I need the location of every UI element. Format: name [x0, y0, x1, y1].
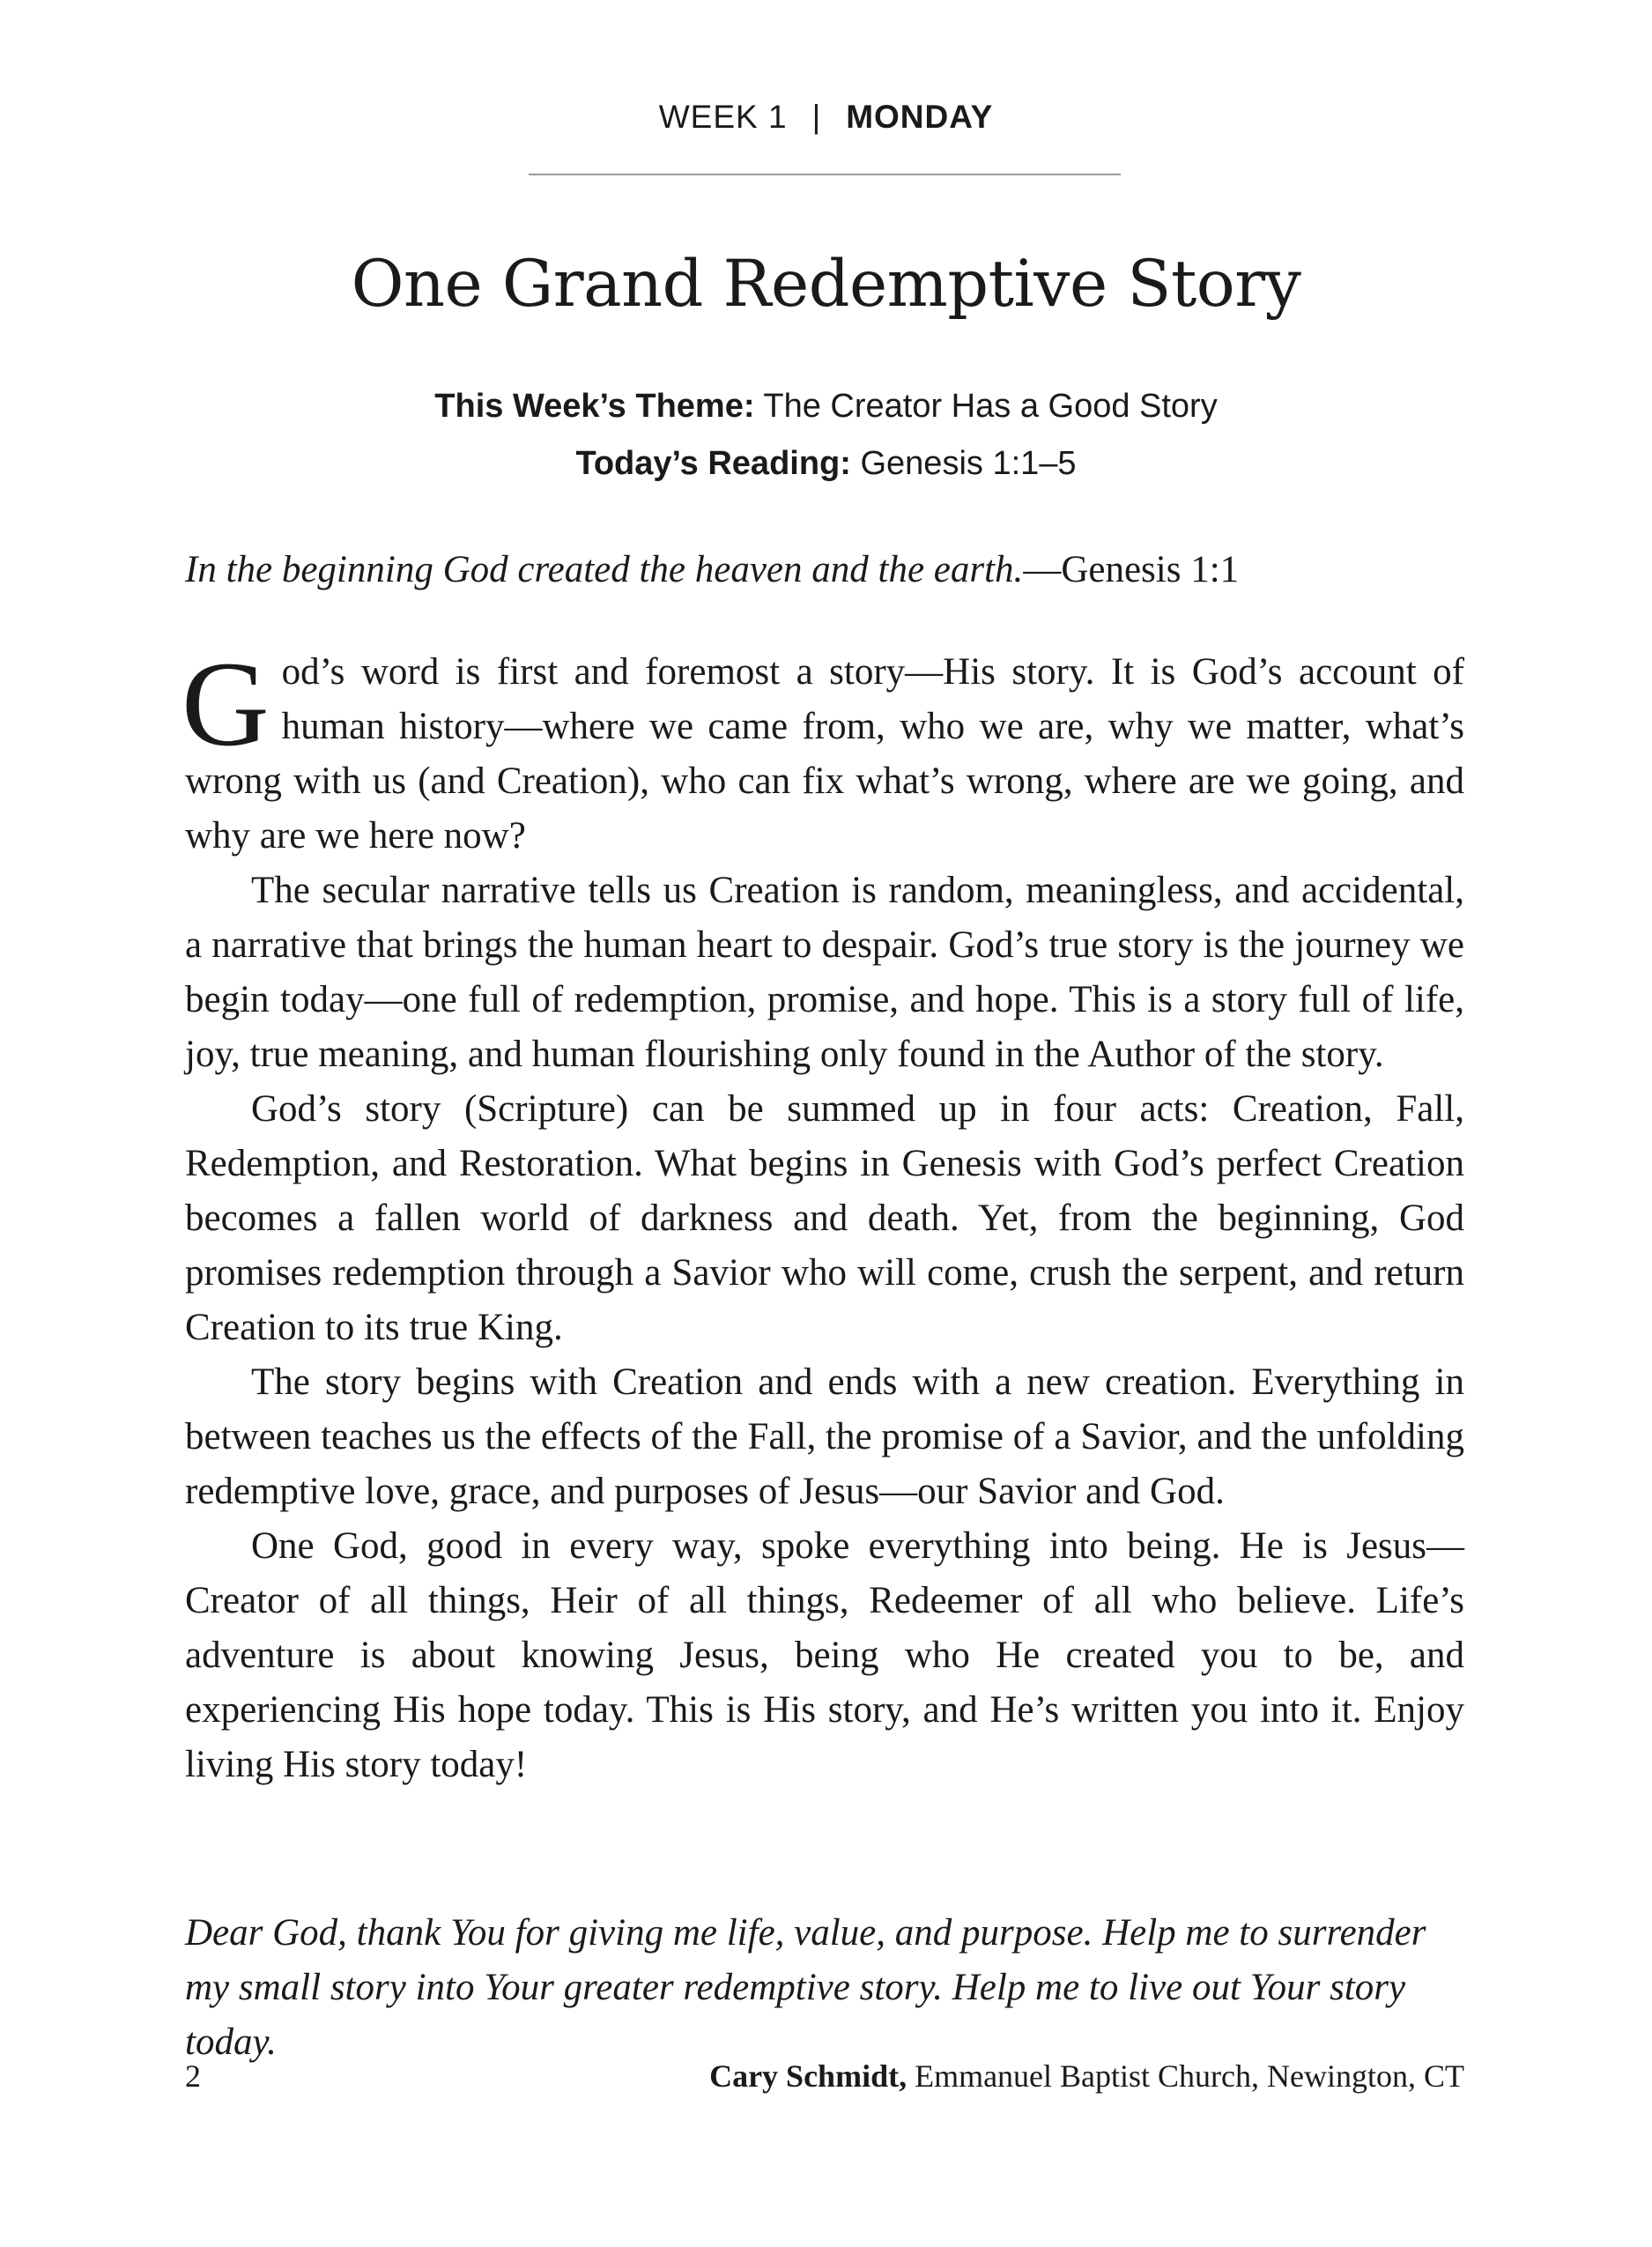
- drop-cap: G: [181, 636, 270, 771]
- page-number: 2: [185, 2058, 201, 2094]
- first-paragraph-text: od’s word is first and foremost a story—His story. It is God’s account of human history—where we came from, who we are, why we matter, what’s wrong with us (and Creation), who can fix what’s wrong, where are we going, and why are we here now?: [185, 651, 1464, 857]
- epigraph: [185, 543, 1464, 597]
- theme-line: [0, 388, 1652, 426]
- author-credit: [709, 2058, 1464, 2095]
- theme-label: This Week’s Theme:: [434, 388, 755, 425]
- reading-line: [0, 445, 1652, 483]
- epigraph-quote: In the beginning God created the heaven and the earth.: [185, 549, 1024, 590]
- epigraph-reference: —Genesis 1:1: [1023, 549, 1240, 590]
- body-paragraph: The story begins with Creation and ends with a new creation. Everything in between teaches us the effects of the Fall, the promise of a Savior, and the unfolding redemptive love, grace, and purposes of Jesus—our Savior and God.: [185, 1361, 1464, 1512]
- closing-prayer: Dear God, thank You for giving me life, value, and purpose. Help me to surrender my small story into Your greater redemptive story. Help me to live out Your story today.: [185, 1912, 1426, 2063]
- body-paragraph: God’s story (Scripture) can be summed up in four acts: Creation, Fall, Redemption, and Restoration. What begins in Genesis with God’s perfect Creation becomes a fallen world of darkness and death. Yet, from the beginning, God promises redemption through a Savior who will come, crush the serpent, and return Creation to its true King.: [185, 1088, 1464, 1348]
- day-label: MONDAY: [846, 99, 994, 135]
- reading-label: Today’s Reading:: [575, 445, 851, 482]
- body-paragraph: One God, good in every way, spoke everything into being. He is Jesus—Creator of all things, Heir of all things, Redeemer of all who believe. Life’s adventure is about knowing Jesus, being who He created you to be, and experiencing His hope today. This is His story, and He’s written you into it. Enjoy living His story today!: [185, 1525, 1464, 1785]
- reading-value: Genesis 1:1–5: [860, 445, 1077, 482]
- body-paragraph: [181, 636, 1464, 864]
- week-label: WEEK 1: [658, 99, 788, 135]
- theme-value: The Creator Has a Good Story: [763, 388, 1218, 425]
- devotional-body: [181, 636, 1464, 1792]
- author-name: Cary Schmidt,: [709, 2058, 907, 2094]
- running-header: [0, 99, 1652, 136]
- author-affiliation: Emmanuel Baptist Church, Newington, CT: [915, 2058, 1464, 2094]
- header-rule: [529, 174, 1121, 175]
- header-separator: |: [811, 99, 822, 135]
- body-paragraph: The secular narrative tells us Creation is random, meaningless, and accidental, a narrative that brings the human heart to despair. God’s true story is the journey we begin today—one full of redemption, promise, and hope. This is a story full of life, joy, true meaning, and human flourishing only found in the Author of the story.: [185, 870, 1464, 1075]
- page-title: One Grand Redemptive Story: [351, 247, 1301, 322]
